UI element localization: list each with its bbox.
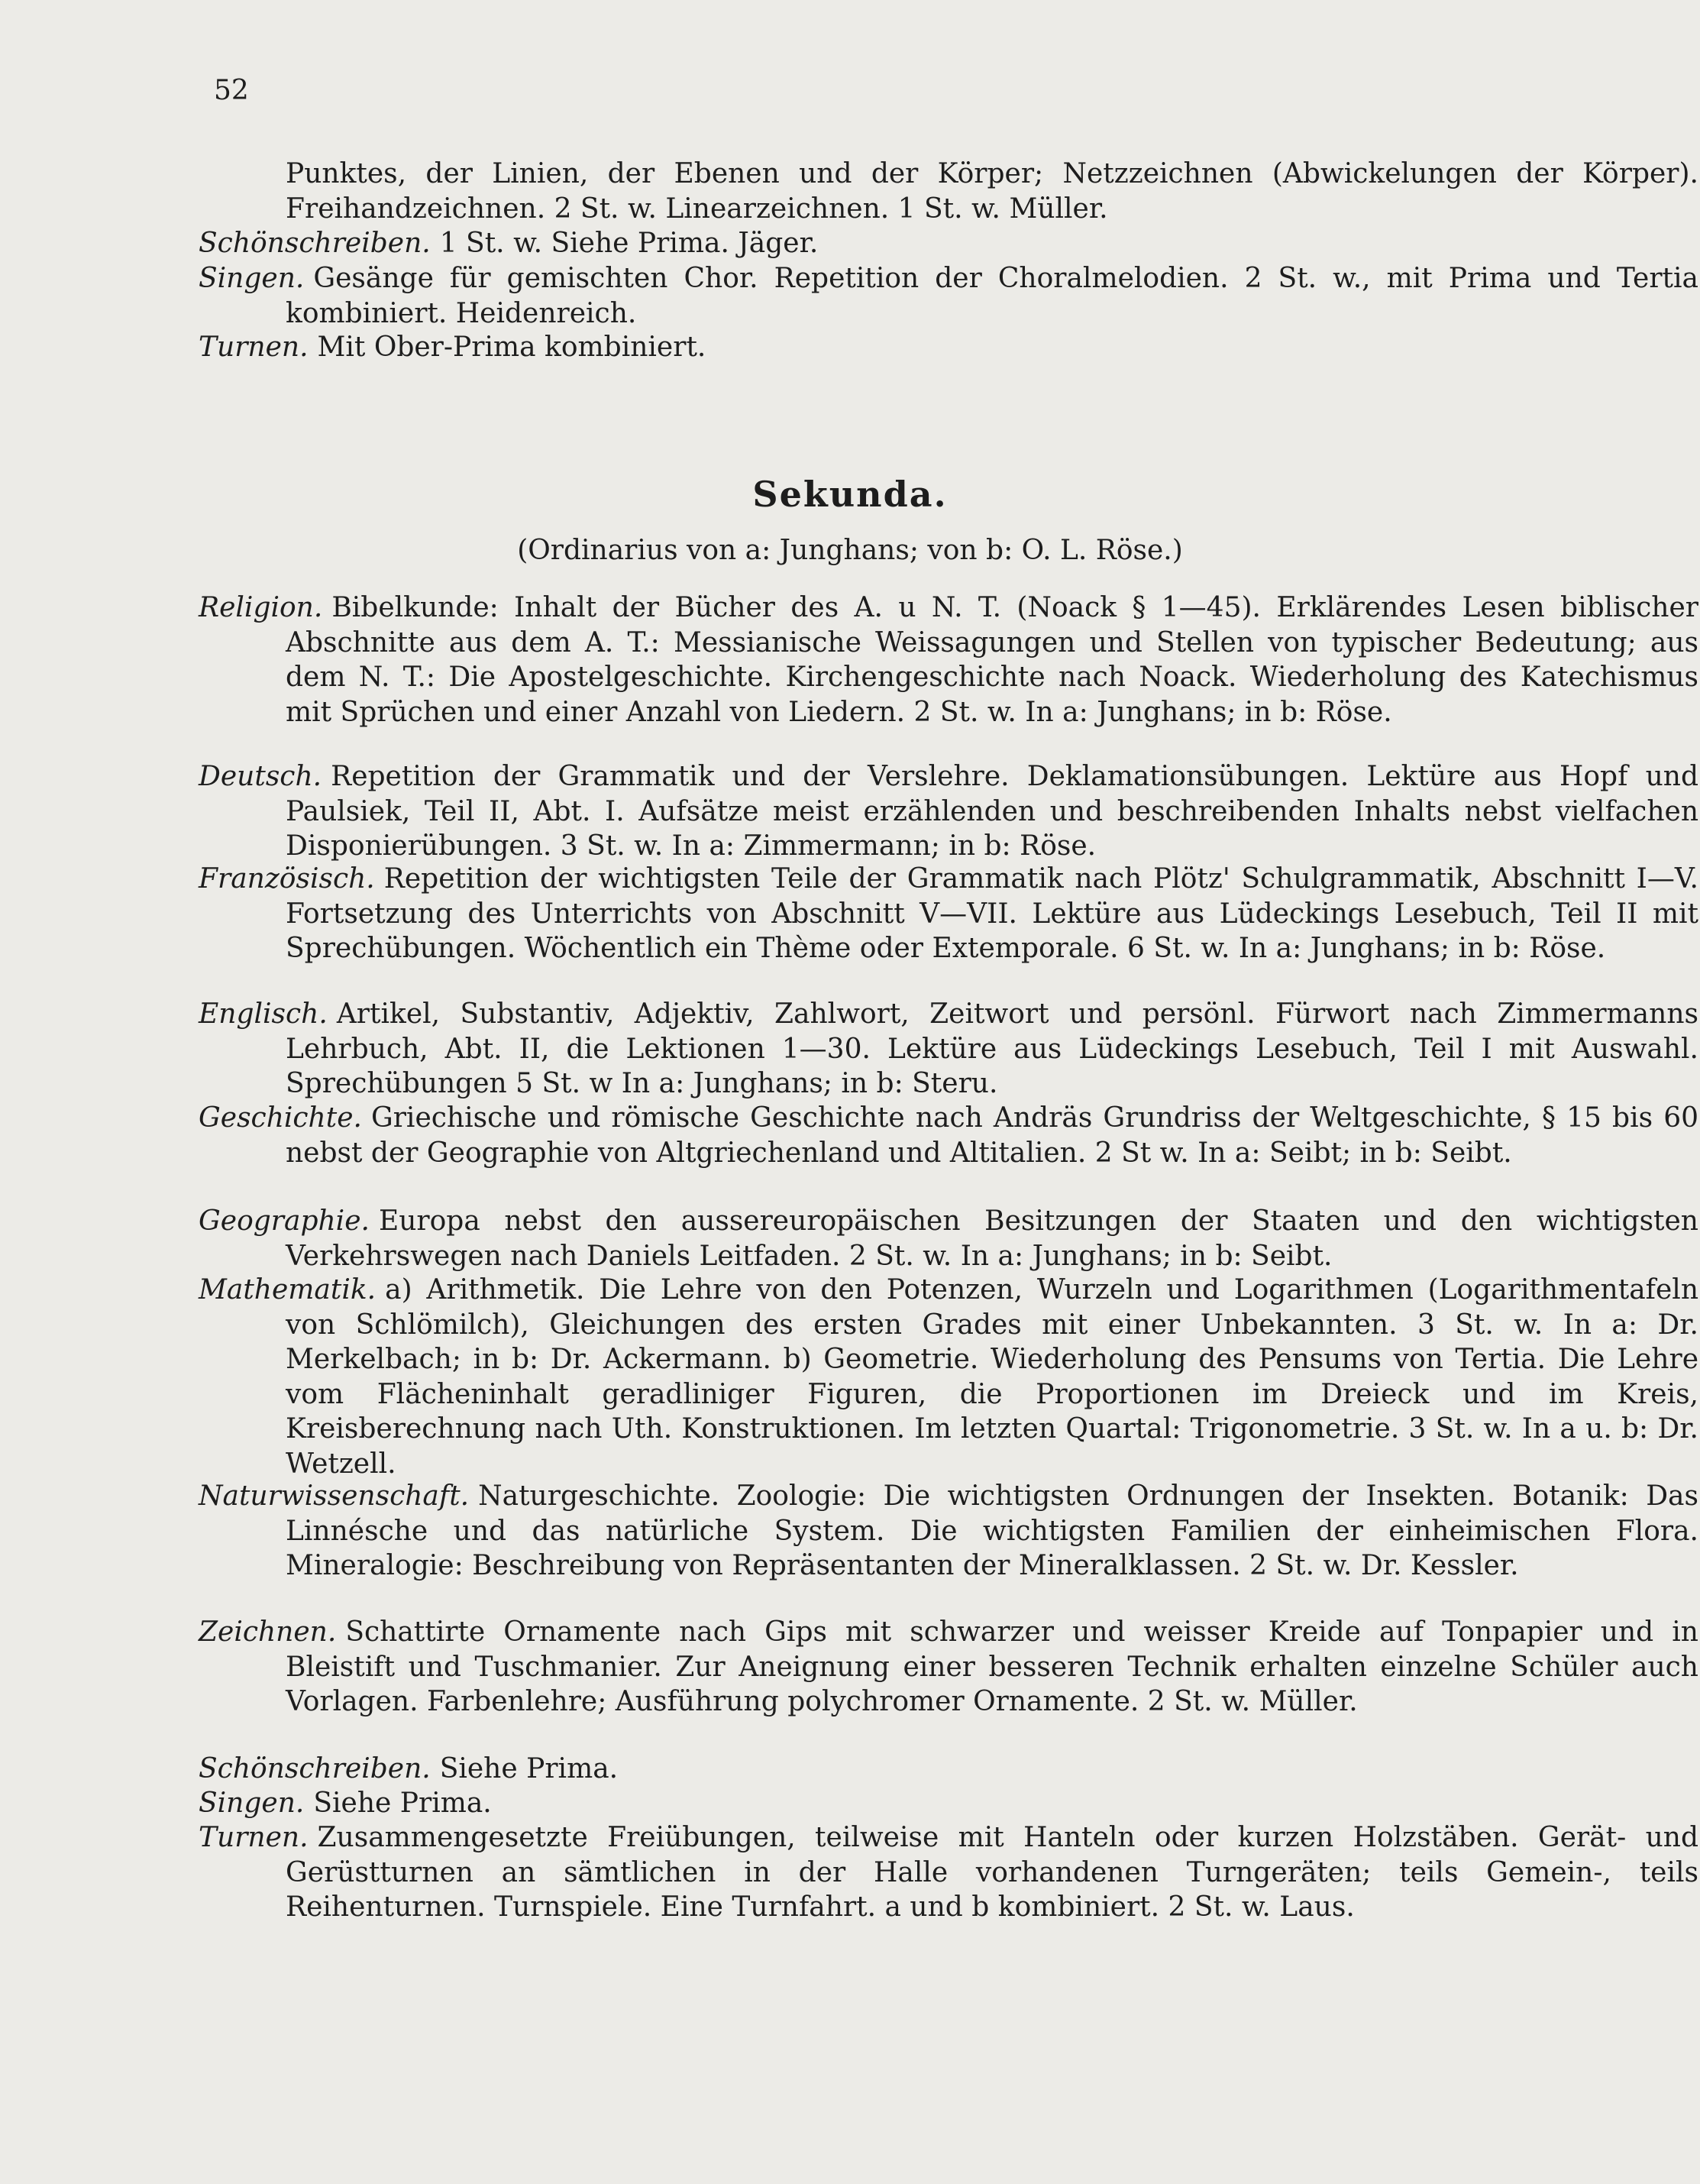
subject-label: Mathematik. — [199, 1274, 377, 1306]
page-number: 52 — [214, 75, 249, 106]
entry-naturwissenschaft — [199, 1479, 1698, 1584]
ordinarius-line: (Ordinarius von a: Junghans; von b: O. L. Röse.) — [517, 535, 1183, 566]
entry-turnen — [199, 1820, 1698, 1925]
entry-deutsch — [199, 759, 1698, 864]
subject-label: Geographie. — [199, 1205, 370, 1237]
entry-text: Griechische und römische Geschichte nach Andräs Grundriss der Weltgeschichte, § 15 bis 60 nebst der Geographie von Altgriechenland und Altitalien. 2 St w. In a: Seibt; in b: Seibt. — [286, 1102, 1698, 1169]
subject-label: Französisch. — [199, 863, 375, 895]
subject-label: Turnen. — [199, 1822, 309, 1853]
entry-text: Europa nebst den aussereuropäischen Besitzungen der Staaten und den wichtigsten Verkehrswegen nach Daniels Leitfaden. 2 St. w. In a: Junghans; in b: Seibt. — [286, 1205, 1698, 1272]
entry-text: Repetition der Grammatik und der Verslehre. Deklamationsübungen. Lektüre aus Hopf und Paulsiek, Teil II, Abt. I. Aufsätze meist erzählenden und beschreibenden Inhalts nebst vielfachen Disponierübungen. 3 St. w. In a: Zimmermann; in b: Röse. — [286, 761, 1698, 862]
entry-geographie — [199, 1204, 1698, 1273]
subject-label: Naturwissenschaft. — [199, 1480, 470, 1512]
entry-text: Artikel, Substantiv, Adjektiv, Zahlwort, Zeitwort und persönl. Fürwort nach Zimmermanns Lehrbuch, Abt. II, die Lektionen 1—30. Lektüre aus Lüdeckings Lesebuch, Teil I mit Auswahl. Sprechübungen 5 St. w In a: Junghans; in b: Steru. — [286, 998, 1698, 1099]
top-entry-schoenschreiben — [199, 226, 1698, 261]
top-continuation: Punktes, der Linien, der Ebenen und der Körper; Netzzeichnen (Abwickelungen der Körper). Freihandzeichnen. 2 St. w. Linearzeichnen. 1 St. w. Müller. — [286, 158, 1698, 225]
entry-text: Siehe Prima. — [313, 1788, 492, 1819]
entry-text: Schattirte Ornamente nach Gips mit schwarzer und weisser Kreide auf Tonpapier und in Bleistift und Tuschmanier. Zur Aneignung einer besseren Technik erhalten einzelne Schüler auch Vorlagen. Farbenlehre; Ausführung polychromer Ornamente. 2 St. w. Müller. — [286, 1616, 1698, 1717]
entry-text: Mit Ober-Prima kombiniert. — [317, 332, 706, 363]
entry-text: Repetition der wichtigsten Teile der Grammatik nach Plötz' Schulgrammatik, Abschnitt I—V. Fortsetzung des Unterrichts von Abschnitt V—VII. Lektüre aus Lüdeckings Lesebuch, Teil II mit Sprechübungen. Wöchentlich ein Thème oder Extemporale. 6 St. w. In a: Junghans; in b: Röse. — [286, 863, 1698, 964]
subject-label: Englisch. — [199, 998, 328, 1030]
subject-label: Zeichnen. — [199, 1616, 337, 1648]
section-title: Sekunda. — [752, 474, 948, 515]
entry-schoenschreiben — [199, 1752, 1698, 1787]
subject-label: Deutsch. — [199, 761, 322, 792]
subject-label: Singen. — [199, 1788, 305, 1819]
entry-text: a) Arithmetik. Die Lehre von den Potenzen, Wurzeln und Logarithmen (Logarithmentafeln von Schlömilch), Gleichungen des ersten Grades mit einer Unbekannten. 3 St. w. In a: Dr. Merkelbach; in b: Dr. Ackermann. b) Geometrie. Wiederholung des Pensums von Tertia. Die Lehre vom Flächeninhalt geradliniger Figuren, die Proportionen im Dreieck und im Kreis, Kreisberechnung nach Uth. Konstruktionen. Im letzten Quartal: Trigonometrie. 3 St. w. In a u. b: Dr. Wetzell. — [286, 1274, 1698, 1480]
top-entry-singen — [199, 261, 1698, 331]
top-entry-turnen — [199, 330, 1698, 365]
entry-franzoesisch — [199, 862, 1698, 966]
subject-label: Schönschreiben. — [199, 1753, 431, 1784]
entry-text: Bibelkunde: Inhalt der Bücher des A. u N. T. (Noack § 1—45). Erklärendes Lesen biblischer Abschnitte aus dem A. T.: Messianische Weissagungen und Stellen von typischer Bedeutung; aus dem N. T.: Die Apostelgeschichte. Kirchengeschichte nach Noack. Wiederholung des Katechismus mit Sprüchen und einer Anzahl von Liedern. 2 St. w. In a: Junghans; in b: Röse. — [286, 592, 1698, 728]
entry-zeichnen — [199, 1615, 1698, 1720]
entry-englisch — [199, 997, 1698, 1102]
entry-geschichte — [199, 1101, 1698, 1170]
entry-text: Naturgeschichte. Zoologie: Die wichtigsten Ordnungen der Insekten. Botanik: Das Linnésche und das natürliche System. Die wichtigsten Familien der einheimischen Flora. Mineralogie: Beschreibung von Repräsentanten der Mineralklassen. 2 St. w. Dr. Kessler. — [286, 1480, 1698, 1581]
subject-label: Turnen. — [199, 332, 309, 363]
entry-text: Gesänge für gemischten Chor. Repetition der Choralmelodien. 2 St. w., mit Prima und Tertia kombiniert. Heidenreich. — [286, 263, 1698, 329]
entry-text: 1 St. w. Siehe Prima. Jäger. — [439, 228, 819, 259]
entry-religion — [199, 590, 1698, 730]
subject-label: Religion. — [199, 592, 323, 623]
subject-label: Geschichte. — [199, 1102, 362, 1134]
entry-mathematik — [199, 1273, 1698, 1481]
subject-label: Singen. — [199, 263, 305, 294]
entry-singen — [199, 1786, 1698, 1821]
subject-label: Schönschreiben. — [199, 228, 431, 259]
entry-text: Siehe Prima. — [439, 1753, 619, 1784]
entry-text: Zusammengesetzte Freiübungen, teilweise mit Hanteln oder kurzen Holzstäben. Gerät- und Gerüstturnen an sämtlichen in der Halle vorhandenen Turngeräten; teils Gemein-, teils Reihenturnen. Turnspiele. Eine Turnfahrt. a und b kombiniert. 2 St. w. Laus. — [286, 1822, 1698, 1923]
